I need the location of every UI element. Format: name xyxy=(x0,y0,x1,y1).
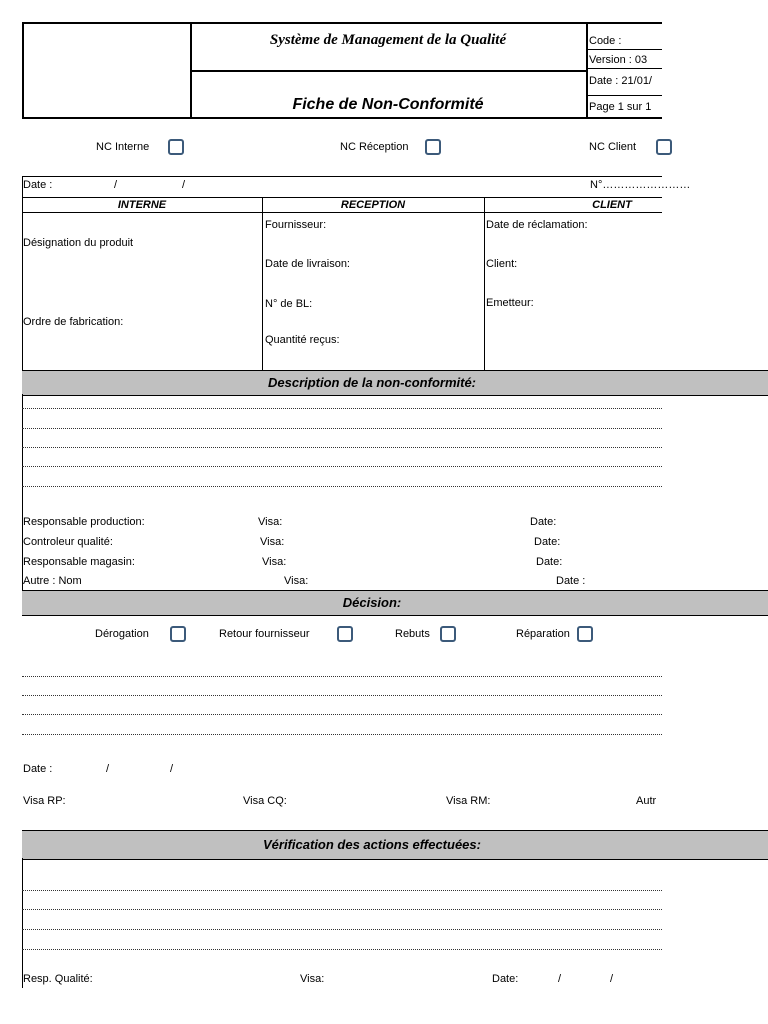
verification-line-1[interactable] xyxy=(22,890,662,891)
visa-autre-label: Autr xyxy=(636,795,657,807)
header-left-border xyxy=(22,22,24,118)
retour-fournisseur-checkbox[interactable] xyxy=(337,626,353,642)
decision-line-4[interactable] xyxy=(22,734,662,735)
date-livraison-label: Date de livraison: xyxy=(265,258,350,270)
verification-band xyxy=(22,830,768,860)
sig-role-2: Controleur qualité: xyxy=(23,536,113,548)
retour-fournisseur-label: Retour fournisseur xyxy=(219,628,310,640)
nc-reception-checkbox[interactable] xyxy=(425,139,441,155)
decision-date-label: Date : xyxy=(23,763,53,775)
sig-visa-3: Visa: xyxy=(262,556,287,568)
emetteur-label: Emetteur: xyxy=(486,297,534,309)
system-title: Système de Management de la Qualité xyxy=(269,32,507,48)
decision-title: Décision: xyxy=(342,595,402,610)
derogation-checkbox[interactable] xyxy=(170,626,186,642)
derogation-label: Dérogation xyxy=(95,628,149,640)
header-version: Version : 03 xyxy=(589,54,648,66)
nc-reception-label: NC Réception xyxy=(340,141,409,153)
verification-date-label: Date: xyxy=(492,973,519,985)
description-line-5[interactable] xyxy=(22,486,662,487)
sig-visa-4: Visa: xyxy=(284,575,309,587)
verification-date-slash-1: / xyxy=(558,973,562,985)
decision-date-slash-2: / xyxy=(170,763,174,775)
nc-number: N°…………………… xyxy=(590,179,691,191)
header-top-border xyxy=(22,22,662,24)
nc-client-label: NC Client xyxy=(589,141,637,153)
sig-role-4: Autre : Nom xyxy=(23,575,82,587)
ordre-fabrication-label: Ordre de fabrication: xyxy=(23,316,124,328)
header-info-line-2 xyxy=(586,68,662,69)
header-info-divider xyxy=(586,22,588,118)
header-info-line-1 xyxy=(586,49,662,50)
decision-date-slash-1: / xyxy=(106,763,110,775)
verification-visa-label: Visa: xyxy=(300,973,325,985)
nc-client-checkbox[interactable] xyxy=(656,139,672,155)
sig-date-3: Date: xyxy=(536,556,563,568)
date-slash-1: / xyxy=(114,179,118,191)
verification-line-3[interactable] xyxy=(22,929,662,930)
verification-title: Vérification des actions effectuées: xyxy=(263,837,481,852)
sig-role-1: Responsable production: xyxy=(23,516,145,528)
reparation-checkbox[interactable] xyxy=(577,626,593,642)
date-label: Date : xyxy=(23,179,53,191)
date-reclamation-label: Date de réclamation: xyxy=(486,219,588,231)
designation-label: Désignation du produit xyxy=(23,237,134,249)
bl-label: N° de BL: xyxy=(265,298,313,310)
sig-visa-1: Visa: xyxy=(258,516,283,528)
rebuts-checkbox[interactable] xyxy=(440,626,456,642)
visa-cq-label: Visa CQ: xyxy=(243,795,287,807)
header-date: Date : 21/01/ xyxy=(589,75,652,87)
decision-line-2[interactable] xyxy=(22,695,662,696)
sig-role-3: Responsable magasin: xyxy=(23,556,135,568)
header-page: Page 1 sur 1 xyxy=(589,101,652,113)
resp-qualite-label: Resp. Qualité: xyxy=(23,973,93,985)
header-info-line-3 xyxy=(586,95,662,96)
verification-date-slash-2: / xyxy=(610,973,614,985)
column-header-interne: INTERNE xyxy=(117,199,167,211)
decision-line-1[interactable] xyxy=(22,676,662,677)
verification-line-4[interactable] xyxy=(22,949,662,950)
form-title: Fiche de Non-Conformité xyxy=(292,96,484,113)
description-band xyxy=(22,370,768,396)
verification-left-border xyxy=(22,858,23,988)
description-title: Description de la non-conformité: xyxy=(267,375,476,390)
nc-interne-checkbox[interactable] xyxy=(168,139,184,155)
sig-date-1: Date: xyxy=(530,516,557,528)
rebuts-label: Rebuts xyxy=(395,628,430,640)
column-divider-2 xyxy=(484,197,485,370)
sig-date-4: Date : xyxy=(556,575,586,587)
fournisseur-label: Fournisseur: xyxy=(265,219,327,231)
columns-header-bottom xyxy=(22,212,662,213)
columns-header-top xyxy=(22,197,662,198)
date-slash-2: / xyxy=(182,179,186,191)
column-header-client: CLIENT xyxy=(592,199,632,211)
sig-visa-2: Visa: xyxy=(260,536,285,548)
decision-band xyxy=(22,590,768,616)
date-row-top xyxy=(22,176,662,177)
verification-line-2[interactable] xyxy=(22,909,662,910)
description-line-3[interactable] xyxy=(22,447,662,448)
header-middle-divider xyxy=(190,70,586,72)
description-line-1[interactable] xyxy=(22,408,662,409)
sig-date-2: Date: xyxy=(534,536,561,548)
client-label: Client: xyxy=(486,258,518,270)
description-line-4[interactable] xyxy=(22,466,662,467)
visa-rm-label: Visa RM: xyxy=(446,795,491,807)
visa-rp-label: Visa RP: xyxy=(23,795,66,807)
decision-line-3[interactable] xyxy=(22,714,662,715)
column-divider-1 xyxy=(262,197,263,370)
header-code: Code : xyxy=(589,35,622,47)
column-header-reception: RECEPTION xyxy=(340,199,406,211)
nc-interne-label: NC Interne xyxy=(96,141,150,153)
reparation-label: Réparation xyxy=(516,628,570,640)
header-bottom-border xyxy=(22,117,662,119)
description-line-2[interactable] xyxy=(22,428,662,429)
quantite-label: Quantité reçus: xyxy=(265,334,340,346)
